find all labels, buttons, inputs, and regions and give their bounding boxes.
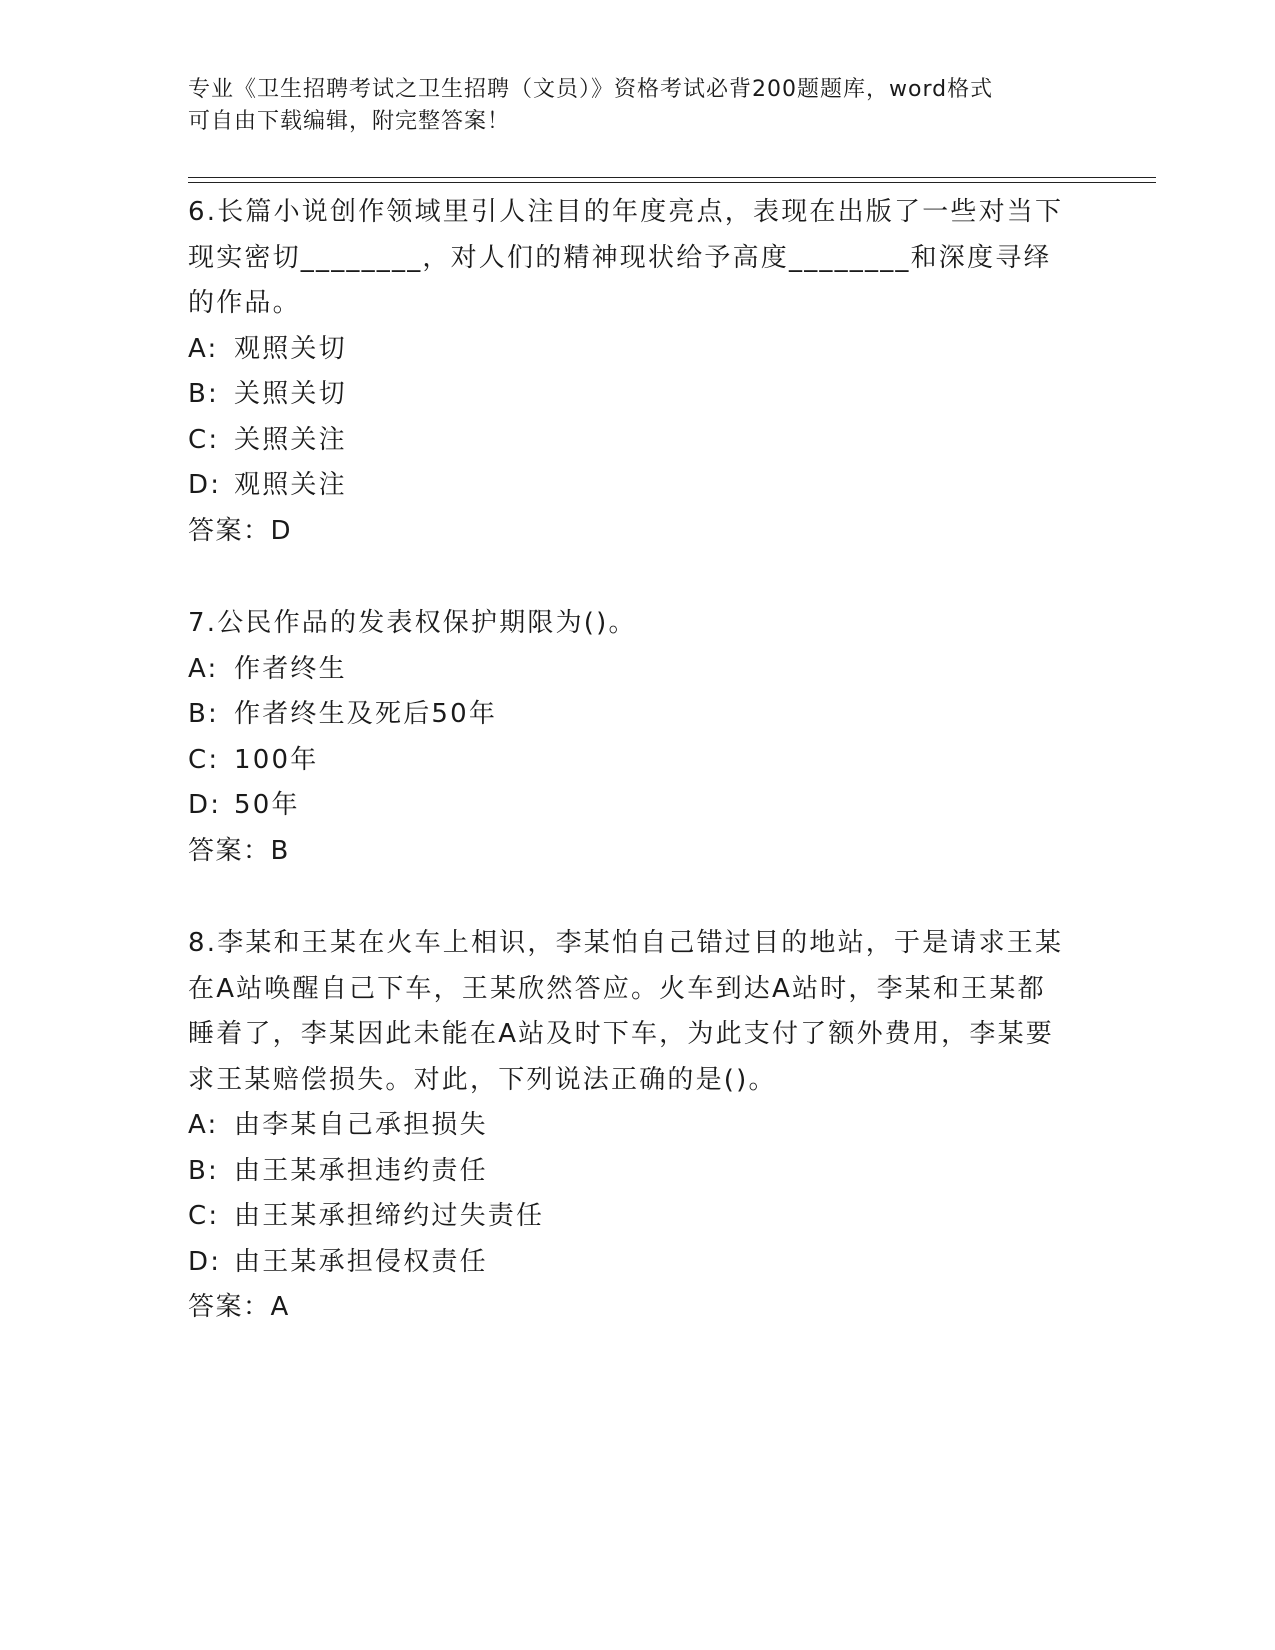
document-header xyxy=(188,74,1068,138)
option-letter: D: xyxy=(188,790,222,820)
option-text: 观照关切 xyxy=(234,333,347,364)
question-7 xyxy=(188,601,1068,874)
answer-line: 答案：B xyxy=(188,835,290,866)
question-6 xyxy=(188,190,1068,554)
option-letter: A: xyxy=(188,333,219,364)
option-text: 100年 xyxy=(234,744,319,775)
header-line-1: 专业《卫生招聘考试之卫生招聘（文员）》资格考试必背200题题库，word格式 xyxy=(188,77,994,102)
option-c xyxy=(188,418,1068,464)
option-letter: B: xyxy=(188,379,219,409)
question-8 xyxy=(188,921,1068,1331)
question-stem: 6.长篇小说创作领域里引人注目的年度亮点，表现在出版了一些对当下现实密切________，对人们的精神现状给予高度________和深度寻绎的作品。 xyxy=(188,197,1064,318)
option-d xyxy=(188,783,1068,829)
option-d xyxy=(188,463,1068,509)
option-b xyxy=(188,372,1068,418)
option-c xyxy=(188,738,1068,784)
option-letter: B: xyxy=(188,699,219,729)
option-letter: D: xyxy=(188,1246,222,1277)
question-spacer xyxy=(188,554,1068,601)
question-stem: 7.公民作品的发表权保护期限为()。 xyxy=(188,608,637,638)
option-text: 由王某承担缔约过失责任 xyxy=(234,1201,545,1231)
header-line-2: 可自由下载编辑，附完整答案！ xyxy=(188,109,511,134)
option-c xyxy=(188,1194,1068,1240)
option-text: 作者终生及死后50年 xyxy=(234,699,498,729)
option-text: 50年 xyxy=(234,790,300,820)
option-a xyxy=(188,1103,1068,1149)
option-b xyxy=(188,692,1068,738)
option-b xyxy=(188,1149,1068,1195)
header-rule-top xyxy=(188,177,1156,178)
option-a xyxy=(188,647,1068,693)
header-rule-bottom xyxy=(188,182,1156,183)
option-text: 作者终生 xyxy=(234,653,347,684)
option-text: 由王某承担侵权责任 xyxy=(234,1246,488,1277)
option-d xyxy=(188,1240,1068,1286)
option-letter: A: xyxy=(188,653,219,684)
questions-list xyxy=(188,190,1068,1331)
option-text: 观照关注 xyxy=(234,470,347,500)
option-text: 由李某自己承担损失 xyxy=(234,1110,488,1140)
answer-line: 答案：D xyxy=(188,515,293,546)
option-text: 由王某承担违约责任 xyxy=(234,1155,488,1186)
answer-line: 答案：A xyxy=(188,1292,290,1322)
option-letter: A: xyxy=(188,1110,219,1140)
option-letter: C: xyxy=(188,424,220,455)
option-letter: B: xyxy=(188,1155,219,1186)
option-text: 关照关注 xyxy=(234,424,347,455)
option-text: 关照关切 xyxy=(234,379,347,409)
option-letter: D: xyxy=(188,470,222,500)
question-stem: 8.李某和王某在火车上相识，李某怕自己错过目的地站，于是请求王某在A站唤醒自己下车，王某欣然答应。火车到达A站时，李某和王某都睡着了，李某因此未能在A站及时下车，为此支付了额外费用，李某要求王某赔偿损失。对此，下列说法正确的是()。 xyxy=(188,928,1064,1095)
option-letter: C: xyxy=(188,744,220,775)
option-a xyxy=(188,327,1068,373)
option-letter: C: xyxy=(188,1201,220,1231)
question-spacer xyxy=(188,874,1068,921)
